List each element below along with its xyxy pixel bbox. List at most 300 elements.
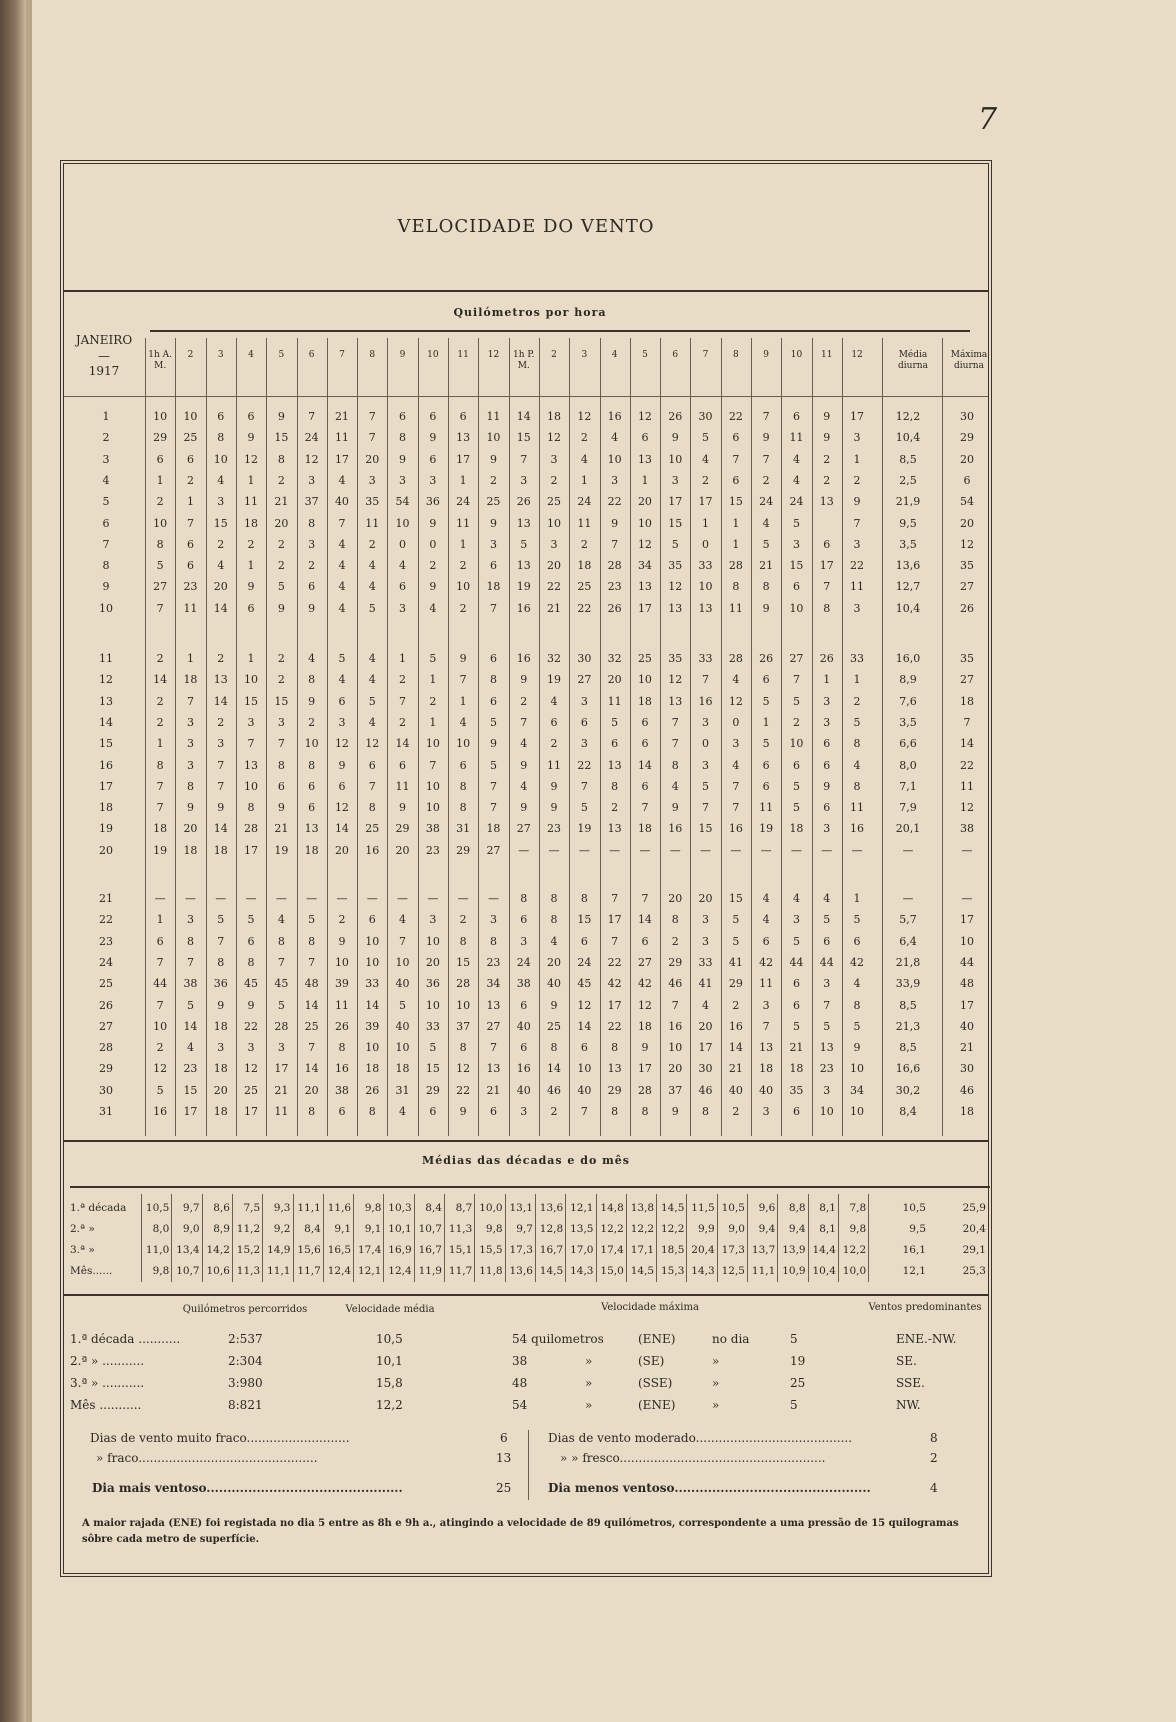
hour-value: 36 (425, 495, 440, 509)
hour-value: 6 (489, 1105, 497, 1118)
hour-value: 7 (641, 892, 649, 905)
hour-value: 40 (516, 1083, 531, 1097)
hour-value: 12 (334, 737, 349, 751)
hour-value: 9 (429, 516, 437, 530)
mean-hour-value: 9,7 (516, 1223, 533, 1235)
day-number: 10 (99, 601, 113, 615)
hour-value: 29 (425, 1083, 440, 1097)
hour-value: 9 (247, 998, 255, 1012)
hour-value: 5 (277, 580, 285, 594)
summary-label: 3.ª » ........... (70, 1376, 145, 1390)
mean-hour-value: 15,6 (297, 1244, 321, 1256)
hour-value: 33 (698, 652, 713, 665)
fraco-value: 13 (496, 1451, 512, 1465)
decade-mean: 10,5 (902, 1202, 926, 1214)
max-value: 20 (960, 452, 974, 466)
hour-value: 4 (702, 452, 710, 466)
mean-hour-value: 16,5 (327, 1244, 352, 1256)
hour-value: 20 (698, 892, 713, 905)
hour-value: 8 (853, 737, 861, 751)
hour-value: 6 (853, 934, 861, 948)
summary-head-vel: Velocidade média (345, 1304, 435, 1315)
hour-value: — (821, 843, 833, 857)
hour-value: 45 (244, 977, 259, 991)
mais-label: Dia mais ventoso............................................... (92, 1481, 403, 1495)
hour-value: 22 (244, 1019, 259, 1033)
hour-value: 22 (577, 601, 592, 615)
day-number: 31 (99, 1105, 113, 1118)
max-value: 7 (963, 715, 971, 729)
decade-mean: 9,5 (909, 1223, 926, 1235)
max-value: 38 (960, 822, 974, 836)
hour-value: 8 (611, 779, 619, 793)
hour-value: 8 (156, 537, 164, 551)
hour-value: 2 (277, 537, 285, 551)
hour-value: 4 (550, 934, 558, 948)
mean-value: 21,8 (895, 955, 921, 969)
mean-hour-value: 11,1 (297, 1202, 321, 1214)
hour-value: 5 (489, 758, 497, 772)
hour-value: 9 (550, 998, 558, 1012)
hour-value: 11 (759, 977, 774, 991)
hour-value: 13 (607, 1062, 622, 1076)
hour-value: 12 (244, 452, 259, 466)
hour-value: 23 (183, 580, 198, 594)
max-value: 6 (963, 473, 971, 487)
hour-value: 13 (819, 1041, 834, 1055)
hour-value: 6 (156, 934, 164, 948)
hour-value: 42 (607, 977, 622, 991)
muito-fraco-label: Dias de vento muito fraco........................... (90, 1431, 350, 1445)
hour-value: 9 (399, 452, 407, 466)
hour-value: 6 (338, 1105, 346, 1118)
hour-value: 7 (247, 737, 255, 751)
hour-value: 25 (637, 652, 652, 665)
hour-value: 3 (247, 715, 255, 729)
hour-value: 4 (338, 601, 346, 615)
header-rule (64, 396, 988, 397)
mean-value: 8,5 (899, 452, 917, 466)
hour-value: 8 (459, 779, 467, 793)
hour-value: 5 (792, 694, 800, 708)
hour-value: 6 (732, 473, 740, 487)
means-column-rule (686, 1194, 687, 1282)
hour-value: 5 (671, 537, 679, 551)
mean-hour-value: 13,8 (630, 1202, 655, 1214)
hour-value: 2 (459, 601, 467, 615)
hour-value: 7 (671, 715, 679, 729)
hour-value: — (336, 892, 348, 905)
hour-value: 8 (277, 452, 285, 466)
mean-value: 2,5 (899, 473, 917, 487)
hour-header: 6 (308, 350, 315, 360)
hour-value: 1 (459, 537, 467, 551)
hour-value: 10 (425, 934, 440, 948)
hour-value: 2 (308, 559, 316, 573)
hour-value: 7 (762, 1019, 770, 1033)
hour-value: 5 (156, 1083, 164, 1097)
hour-value: 7 (156, 998, 164, 1012)
summary-ditto: » (585, 1398, 593, 1412)
hour-value: 8 (580, 892, 588, 905)
hour-value: 8 (762, 580, 770, 594)
means-bottom-rule (64, 1294, 988, 1296)
mean-hour-value: 9,4 (758, 1223, 776, 1235)
hour-value: — (700, 843, 712, 857)
hour-value: 3 (186, 737, 194, 751)
hour-value: 22 (456, 1083, 471, 1097)
hour-value: 18 (637, 822, 652, 836)
hour-value: 1 (580, 473, 588, 487)
means-column-rule (202, 1194, 203, 1282)
hour-value: 6 (792, 410, 800, 423)
hour-value: 13 (486, 998, 501, 1012)
hour-value: 9 (247, 431, 255, 445)
hour-value: 4 (217, 473, 225, 487)
hour-value: 14 (637, 758, 652, 772)
hour-value: 8 (156, 758, 164, 772)
hour-value: 22 (850, 559, 865, 573)
hour-value: 3 (489, 537, 497, 551)
hour-value: 2 (702, 473, 710, 487)
hour-value: 30 (698, 1062, 713, 1076)
hour-value: 15 (698, 822, 713, 836)
decade-label: Mês...... (70, 1265, 113, 1277)
mean-value: 3,5 (899, 537, 917, 551)
mean-hour-value: 11,1 (751, 1265, 776, 1277)
hour-value: 7 (702, 673, 710, 687)
summary-day-label: » (712, 1354, 720, 1368)
hour-value: 0 (399, 537, 407, 551)
mean-hour-value: 12,2 (600, 1223, 624, 1235)
hour-value: 7 (823, 998, 831, 1012)
hour-value: 5 (792, 1019, 800, 1033)
mean-hour-value: 17,4 (358, 1244, 382, 1256)
hour-value: 17 (668, 495, 683, 509)
mean-hour-value: 18,5 (661, 1244, 685, 1256)
hour-value: 12 (365, 737, 380, 751)
hour-value: 18 (789, 1062, 804, 1076)
day-number: 17 (99, 779, 113, 793)
hour-header: 2 (551, 350, 557, 360)
hour-header: 3 (581, 350, 588, 360)
hour-value: 18 (547, 410, 562, 423)
hour-value: 12 (728, 694, 743, 708)
hour-value: 11 (577, 516, 592, 530)
hour-value: 3 (853, 431, 861, 445)
hour-value: 9 (277, 801, 285, 815)
hour-value: 12 (547, 431, 562, 445)
mean-hour-value: 8,4 (304, 1223, 321, 1235)
hour-value: 10 (819, 1105, 834, 1118)
hour-value: 1 (459, 473, 467, 487)
hour-value: 4 (399, 913, 407, 927)
mean-hour-value: 9,6 (758, 1202, 776, 1214)
hour-value: 9 (671, 801, 679, 815)
hour-value: 3 (702, 715, 710, 729)
decade-max: 25,3 (962, 1265, 986, 1277)
hour-value: 21 (486, 1083, 501, 1097)
hour-value: 1 (186, 652, 194, 665)
mean-hour-value: 10,7 (176, 1265, 200, 1277)
moderado-label: Dias de vento moderado......................................... (548, 1431, 853, 1445)
hour-value: — (215, 892, 227, 905)
mean-hour-value: 14,9 (267, 1244, 291, 1256)
hour-value: 18 (183, 843, 198, 857)
hour-value: 13 (456, 431, 471, 445)
mean-hour-value: 14,5 (661, 1202, 685, 1214)
hour-value: 9 (762, 431, 770, 445)
hour-value: 8 (520, 892, 528, 905)
mean-value: 8,4 (899, 1105, 917, 1118)
hour-value: 5 (762, 694, 770, 708)
hour-value: 15 (244, 694, 259, 708)
summary-label: 1.ª década ........... (70, 1332, 181, 1346)
day-number: 27 (99, 1019, 113, 1033)
hour-value: 3 (853, 537, 861, 551)
summary-head-max: Velocidade máxima (601, 1302, 699, 1313)
mean-value: 12,7 (895, 580, 921, 594)
summary-dir: (SE) (638, 1354, 665, 1368)
hour-value: 10 (425, 998, 440, 1012)
hour-value: — (669, 843, 681, 857)
hour-value: 11 (183, 601, 198, 615)
summary-day: 5 (790, 1332, 798, 1346)
hour-value: — (306, 892, 318, 905)
hour-value: 6 (580, 715, 588, 729)
mean-hour-value: 15,0 (600, 1265, 624, 1277)
summary-winds: NW. (896, 1398, 921, 1412)
mean-hour-value: 9,8 (485, 1223, 503, 1235)
hour-value: 13 (819, 495, 834, 509)
hour-value: 28 (456, 977, 471, 991)
max-value: 46 (960, 1083, 974, 1097)
hour-value: 7 (308, 1041, 316, 1055)
hour-value: 3 (823, 977, 831, 991)
hour-value: 10 (486, 431, 501, 445)
hour-value: 46 (668, 977, 683, 991)
hour-value: 6 (641, 934, 649, 948)
hour-value: 10 (244, 673, 259, 687)
hour-value: 48 (304, 977, 319, 991)
means-column-rule (262, 1194, 263, 1282)
mean-hour-value: 10,5 (721, 1202, 745, 1214)
hour-value: 27 (153, 580, 168, 594)
summary-dir: (ENE) (638, 1398, 676, 1412)
hour-value: 5 (853, 715, 861, 729)
hour-value: 3 (702, 934, 710, 948)
hour-value: 38 (516, 977, 531, 991)
hour-value: 2 (277, 673, 285, 687)
hour-value: 3 (399, 473, 407, 487)
means-column-rule (383, 1194, 384, 1282)
hour-value: 9 (550, 779, 558, 793)
hour-value: — (184, 892, 196, 905)
hour-value: 6 (459, 410, 467, 423)
hour-value: 18 (577, 559, 592, 573)
mean-hour-value: 12,2 (630, 1223, 655, 1235)
hour-value: 13 (607, 758, 622, 772)
hour-value: 29 (456, 843, 471, 857)
hour-value: 40 (728, 1083, 743, 1097)
hour-value: 5 (792, 516, 800, 530)
hour-value: 8 (641, 1105, 649, 1118)
hour-value: 5 (762, 737, 770, 751)
hour-value: 29 (668, 955, 683, 969)
hour-value: 2 (156, 1041, 164, 1055)
hour-value: 10 (547, 516, 562, 530)
hour-value: — (790, 843, 802, 857)
hour-value: 8 (308, 934, 316, 948)
mean-hour-value: 9,9 (697, 1223, 715, 1235)
hour-value: 7 (823, 580, 831, 594)
mean-hour-value: 9,4 (788, 1223, 806, 1235)
hour-value: 4 (368, 715, 376, 729)
hour-value: — (760, 843, 772, 857)
hour-value: 9 (217, 801, 225, 815)
mean-hour-value: 15,3 (661, 1265, 685, 1277)
hour-value: 10 (425, 801, 440, 815)
day-number: 29 (99, 1062, 113, 1076)
hour-value: 6 (217, 410, 225, 423)
means-column-rule (505, 1194, 506, 1282)
hour-value: 10 (577, 1062, 592, 1076)
hour-value: 11 (486, 410, 501, 423)
hour-value: 14 (183, 1019, 198, 1033)
mean-hour-value: 20,4 (691, 1244, 715, 1256)
summary-label: Mês ........... (70, 1398, 142, 1412)
hour-value: 2 (853, 473, 861, 487)
hour-value: 17 (607, 913, 622, 927)
hour-value: 2 (217, 537, 225, 551)
hour-value: 21 (728, 1062, 743, 1076)
hour-value: 36 (213, 977, 228, 991)
hour-value: 8 (853, 779, 861, 793)
hour-value: 34 (486, 977, 501, 991)
hour-value: 9 (762, 601, 770, 615)
hour-value: 9 (186, 801, 194, 815)
hour-value: 3 (217, 737, 225, 751)
hour-value: 6 (247, 410, 255, 423)
hour-value: 0 (702, 537, 710, 551)
day-number: 2 (102, 431, 110, 445)
hour-value: 26 (334, 1019, 349, 1033)
summary-vel: 10,5 (376, 1332, 403, 1346)
hour-value: 5 (702, 431, 710, 445)
mean-hour-value: 15,2 (236, 1244, 261, 1256)
hour-value: 23 (819, 1062, 834, 1076)
hour-value: 8 (611, 1041, 619, 1055)
hour-value: 28 (244, 822, 259, 836)
hour-value: 28 (728, 559, 743, 573)
hour-header: 12 (487, 350, 500, 360)
hour-value: 9 (550, 801, 558, 815)
hour-value: 16 (668, 822, 683, 836)
hour-value: 8 (368, 801, 376, 815)
hour-value: 5 (823, 913, 831, 927)
mean-hour-value: 8,4 (425, 1202, 442, 1214)
hour-value: 1 (247, 652, 255, 665)
mean-hour-value: 9,8 (364, 1202, 382, 1214)
hour-value: 6 (308, 580, 316, 594)
hour-value: 6 (429, 452, 437, 466)
hour-value: 3 (550, 452, 558, 466)
hour-value: 25 (365, 822, 380, 836)
hour-value: 5 (429, 1041, 437, 1055)
summary-label: 2.ª » ........... (70, 1354, 145, 1368)
hour-value: 3 (429, 913, 437, 927)
mean-hour-value: 14,2 (206, 1244, 230, 1256)
hour-value: 16 (850, 822, 865, 836)
means-top-rule (70, 1186, 990, 1188)
hour-header: 4 (611, 350, 618, 360)
max-value: 40 (960, 1019, 974, 1033)
hour-value: 0 (732, 715, 740, 729)
mean-hour-value: 15,5 (479, 1244, 503, 1256)
mean-hour-value: 10,0 (842, 1265, 867, 1277)
hour-value: 17 (637, 601, 652, 615)
hour-value: 13 (668, 694, 683, 708)
hour-value: 5 (762, 537, 770, 551)
hour-value: 3 (277, 1041, 285, 1055)
hour-value: 16 (728, 822, 743, 836)
day-number: 15 (99, 737, 113, 751)
means-column-rule (596, 1194, 597, 1282)
day-number: 12 (99, 673, 113, 687)
hour-value: 20 (668, 892, 683, 905)
summary-km: 2:304 (228, 1354, 263, 1368)
hour-value: 13 (637, 452, 652, 466)
hour-value: 4 (368, 580, 376, 594)
hour-value: 13 (244, 758, 259, 772)
hour-value: 4 (368, 652, 376, 665)
hour-value: 3 (823, 694, 831, 708)
hour-value: 28 (274, 1019, 289, 1033)
day-number: 13 (99, 694, 113, 708)
hour-value: 14 (213, 822, 228, 836)
hour-value: 18 (395, 1062, 410, 1076)
hour-value: 4 (368, 559, 376, 573)
hour-value: 5 (732, 934, 740, 948)
hour-value: 3 (732, 737, 740, 751)
hour-value: 29 (607, 1083, 622, 1097)
mean-hour-value: 9,8 (152, 1265, 170, 1277)
hour-value: 18 (244, 516, 259, 530)
summary-day-label: no dia (712, 1332, 750, 1346)
mean-hour-value: 11,3 (448, 1223, 473, 1235)
means-column-rule (747, 1194, 748, 1282)
mean-hour-value: 9,8 (849, 1223, 867, 1235)
hour-value: 9 (611, 516, 619, 530)
hour-value: 2 (368, 537, 376, 551)
hour-value: 26 (516, 495, 531, 509)
hour-value: 12 (668, 673, 683, 687)
hour-value: — (639, 843, 651, 857)
hour-value: 6 (762, 934, 770, 948)
mean-hour-value: 13,4 (176, 1244, 200, 1256)
mean-hour-value: 11,7 (448, 1265, 473, 1277)
hour-value: 7 (762, 452, 770, 466)
hour-value: 5 (489, 715, 497, 729)
hour-value: 18 (759, 1062, 774, 1076)
hour-value: 3 (853, 601, 861, 615)
hour-value: 7 (399, 934, 407, 948)
hour-value: 2 (217, 715, 225, 729)
hour-value: 9 (459, 652, 467, 665)
hour-value: 33 (425, 1019, 440, 1033)
hour-value: 28 (728, 652, 743, 665)
fresco-value: 2 (930, 1451, 938, 1465)
